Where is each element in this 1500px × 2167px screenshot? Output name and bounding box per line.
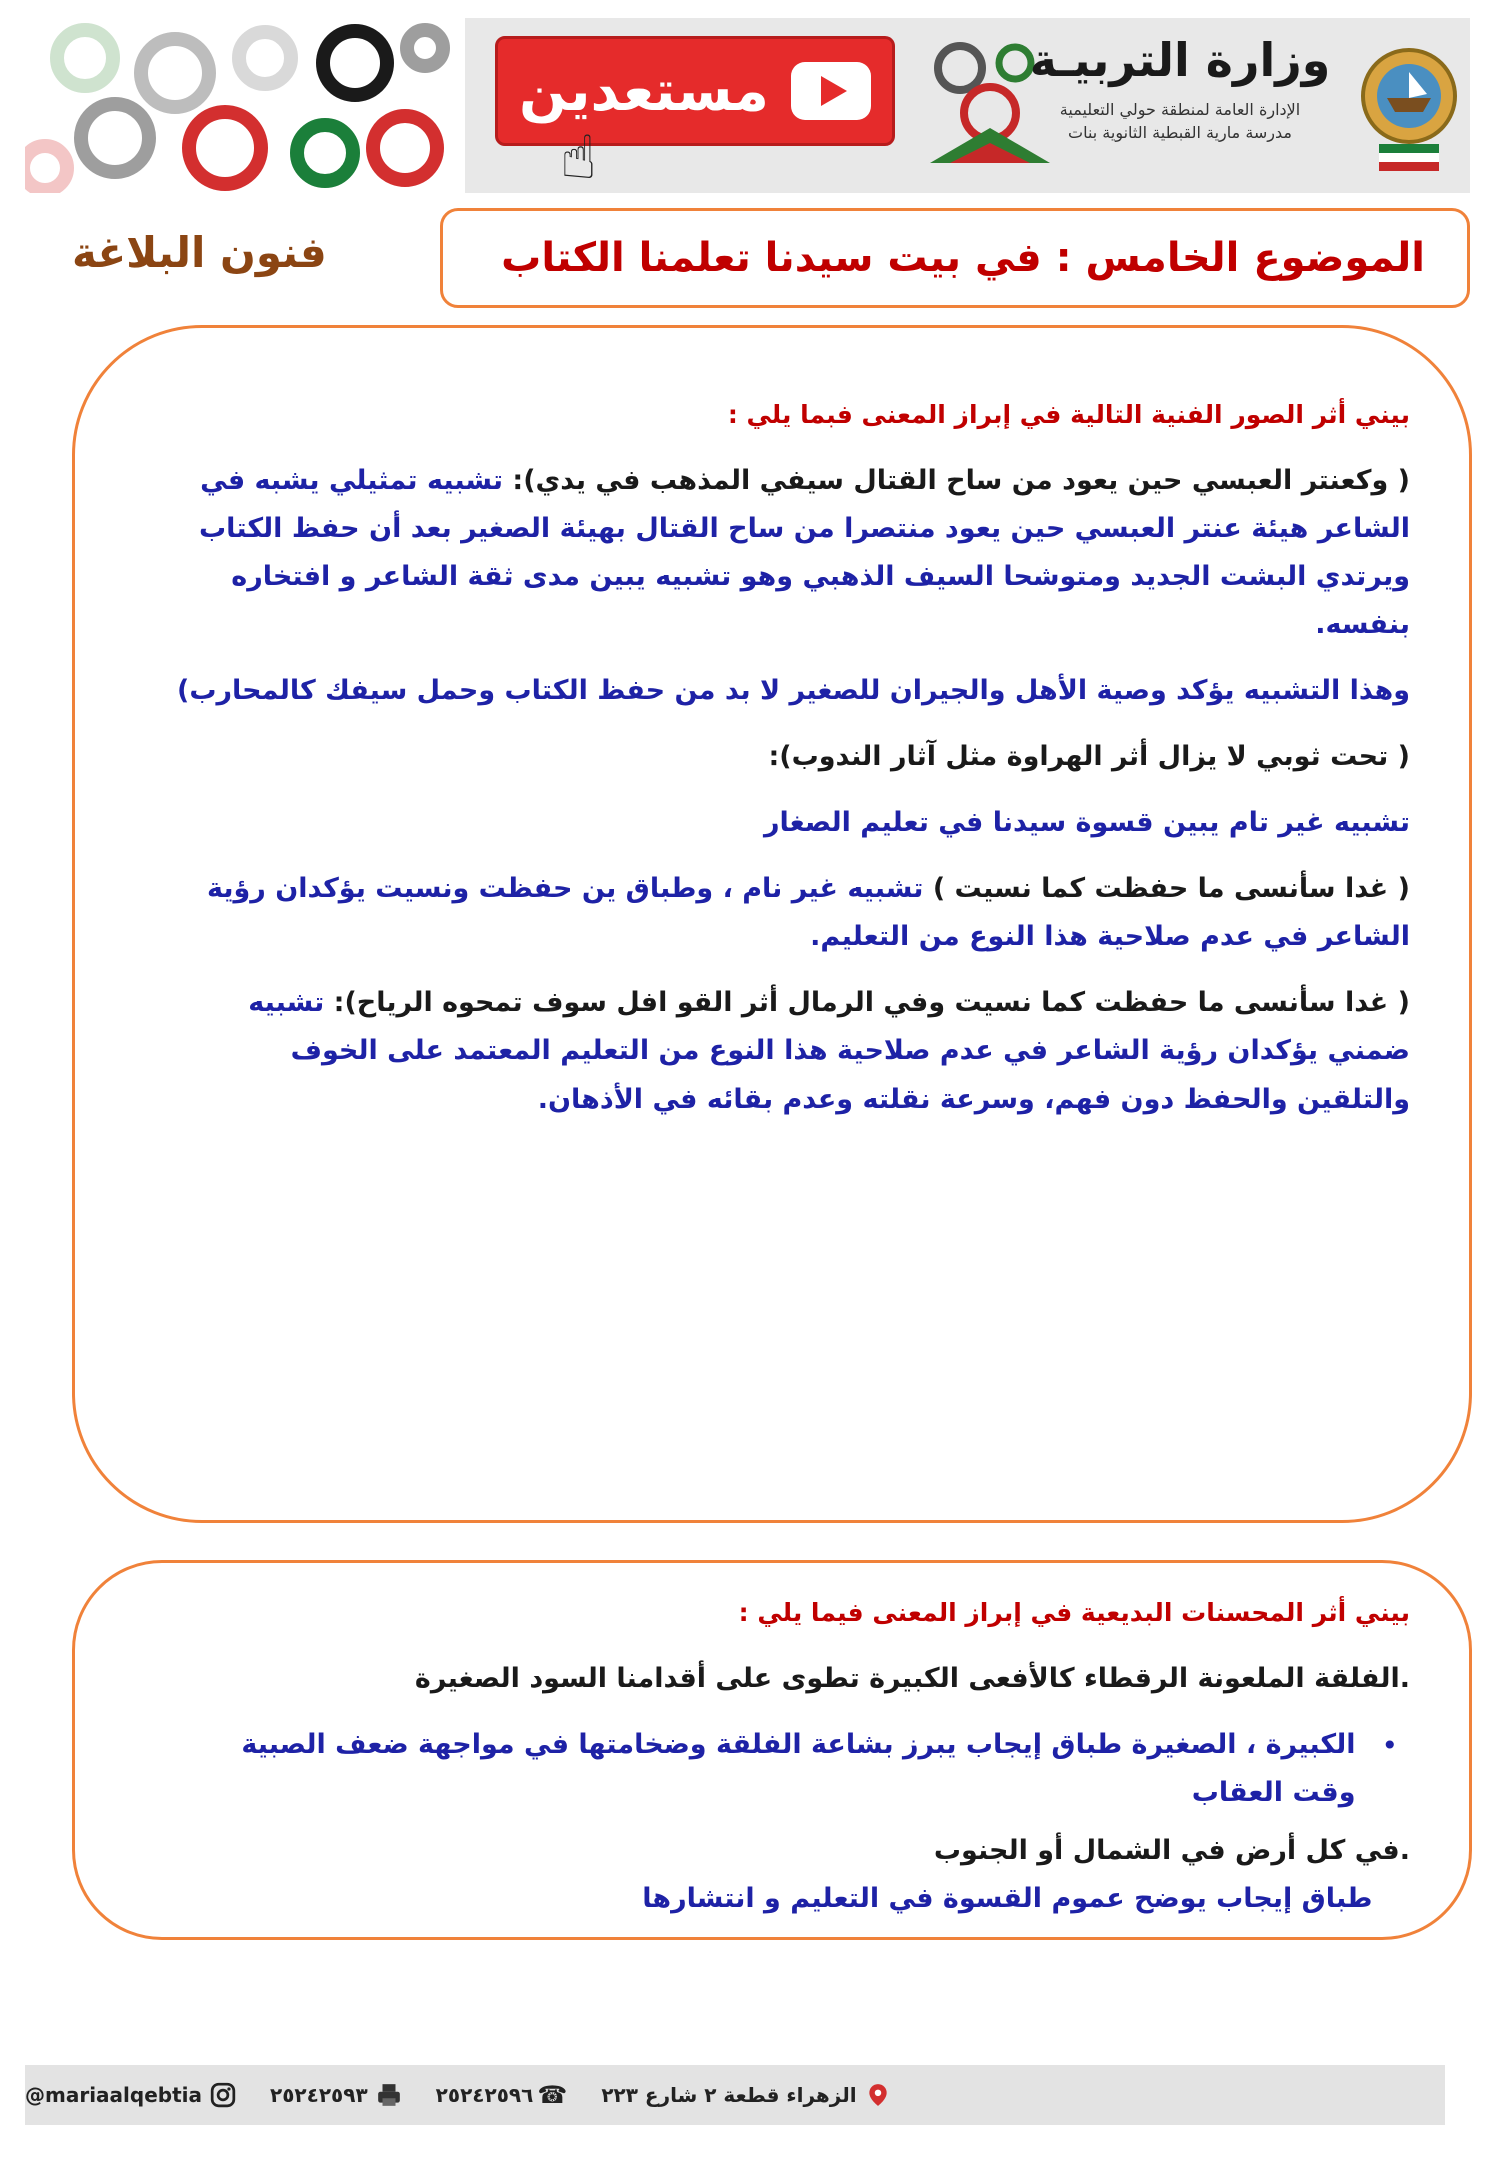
bullet-icon: • — [1381, 1729, 1398, 1763]
question-1-extra: وهذا التشبيه يؤكد وصية الأهل والجيران للصغير لا بد من حفظ الكتاب وحمل سيفك كالمحارب) — [177, 675, 1410, 707]
footer-phone — [436, 2082, 568, 2108]
gears-decoration-icon — [25, 18, 465, 193]
question-3-answer: تشبيه غير نام ، وطباق ين حفظت ونسيت يؤكدان رؤية الشاعر في عدم صلاحية هذا النوع من التعليم. — [206, 873, 1410, 953]
question-2-quote: ( تحت ثوبي لا يزال أثر الهراوة مثل آثار الندوب): — [768, 741, 1410, 773]
footer-address — [601, 2082, 890, 2108]
question-4 — [170, 979, 1410, 1123]
instagram-icon — [210, 2082, 236, 2108]
list-item — [170, 1721, 1410, 1827]
question-4-answer: تشبيه ضمني يؤكدان رؤية الشاعر في عدم صلاحية هذا النوع من التعليم المعتمد على الخوف والتلقين والحفظ دون فهم، وسرعة نقلته وعدم بقائه في الأذهان. — [248, 987, 1410, 1115]
footer-phone-text: ٢٥٢٤٢٥٩٦ — [435, 2083, 534, 2107]
rhetoric-line-2-quote: .في كل أرض في الشمال أو الجنوب — [933, 1835, 1410, 1867]
question-4-quote: ( غدا سأنسى ما حفظت كما نسيت وفي الرمال أثر القو افل سوف تمحوه الرياح): — [324, 987, 1410, 1019]
question-1-quote: ( وكعنتر العبسي حين يعود من ساح القتال سيفي المذهب في يدي): — [503, 465, 1410, 496]
subscribe-button[interactable] — [495, 36, 895, 146]
footer-instagram[interactable] — [25, 2082, 236, 2108]
location-pin-icon — [865, 2082, 891, 2108]
rhetoric-line-2 — [170, 1827, 1410, 1923]
hand-cursor-icon: ☝ — [560, 123, 597, 193]
ministry-block — [1010, 28, 1350, 142]
rhetoric-line-1: .الفلقة الملعونة الرقطاء كالأفعى الكبيرة تطوى على أقدامنا السود الصغيرة — [414, 1663, 1410, 1694]
footer-fax-text: ٢٥٢٤٢٥٩٣ — [270, 2083, 368, 2107]
topic-title-box — [440, 208, 1470, 308]
ministry-subtitle-district: الإدارة العامة لمنطقة حولي التعليمية — [1059, 100, 1301, 120]
question-2-answer: تشبيه غير تام يبين قسوة سيدنا في تعليم الصغار — [763, 807, 1410, 839]
topic-title: الموضوع الخامس : في بيت سيدنا تعلمنا الكتاب — [501, 235, 1425, 281]
fax-icon — [376, 2082, 402, 2108]
rhetoric-bullet-1: الكبيرة ، الصغيرة طباق إيجاب يبرز بشاعة الفلقة وضخامتها في مواجهة ضعف الصبية وقت العقاب — [241, 1729, 1356, 1809]
question-1 — [170, 457, 1410, 649]
page-footer — [25, 2065, 1445, 2125]
section-title: فنون البلاغة — [72, 228, 327, 277]
footer-fax — [270, 2082, 402, 2108]
rhetoric-heading: بيني أثر المحسنات البديعية في إبراز المعنى فيما يلي : — [738, 1598, 1410, 1627]
kuwait-emblem-icon — [1357, 36, 1462, 176]
page-header — [25, 18, 1470, 193]
header-banner — [465, 18, 1470, 193]
imagery-heading: بيني أثر الصور الفنية التالية في إبراز المعنى فبما يلي : — [727, 400, 1410, 429]
ministry-title: وزارة التربيـة — [1029, 33, 1331, 87]
telephone-icon: ☎ — [537, 2081, 568, 2109]
footer-address-text: الزهراء قطعة ٢ شارع ٢٢٣ — [601, 2083, 857, 2107]
rhetoric-content — [170, 1598, 1410, 1941]
question-3-quote: ( غدا سأنسى ما حفظت كما نسيت ) — [932, 873, 1410, 905]
imagery-content — [170, 400, 1410, 1142]
question-1-answer: تشبيه تمثيلي يشبه في الشاعر هيئة عنتر العبسي حين يعود منتصرا من ساح القتال بهيئة الصغير بعد أن حفظ الكتاب ويرتدي البشت الجديد ومتوشحا السيف الذهبي وهو تشبيه يبين مدى ثقة الشاعر و افتخاره بنفسه. — [199, 465, 1410, 641]
play-icon — [791, 62, 871, 120]
footer-instagram-handle[interactable]: @mariaalqebtia — [25, 2083, 203, 2107]
question-3 — [170, 865, 1410, 961]
rhetoric-line-2-answer: طباق إيجاب يوضح عموم القسوة في التعليم و انتشارها — [642, 1883, 1410, 1915]
ministry-subtitle-school: مدرسة مارية القبطية الثانوية بنات — [1068, 123, 1292, 143]
subscribe-label: مستعدين — [519, 58, 769, 124]
